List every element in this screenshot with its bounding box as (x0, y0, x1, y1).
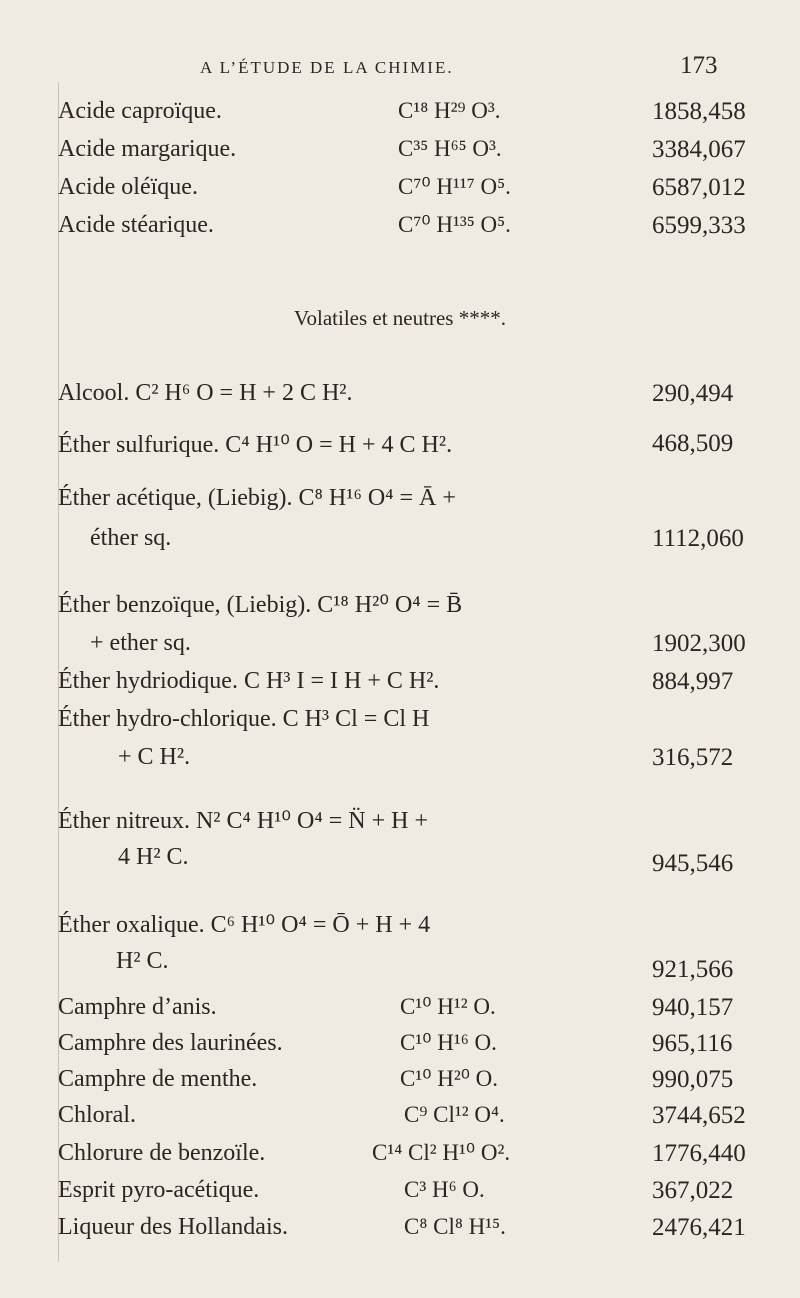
table-row (0, 98, 800, 132)
table-row (0, 1066, 800, 1100)
compound-name: Liqueur des Hollandais. (58, 1214, 288, 1240)
equation-line: Éther acétique, (Liebig). C⁸ H¹⁶ O⁴ = Ā + (58, 485, 456, 511)
table-row (0, 136, 800, 170)
compound-value: 3384,067 (652, 136, 746, 163)
compound-formula: C⁹ Cl¹² O⁴. (404, 1102, 505, 1127)
equation-line: Éther hydriodique. C H³ I = I H + C H². (58, 668, 440, 694)
equation-line: + ether sq. (90, 630, 191, 656)
compound-formula: C³⁵ H⁶⁵ O³. (398, 136, 502, 161)
equation-line: éther sq. (90, 525, 172, 551)
table-row (0, 1030, 800, 1064)
compound-value: 1112,060 (652, 525, 744, 552)
compound-value: 2476,421 (652, 1214, 746, 1241)
compound-name: Chlorure de benzoïle. (58, 1140, 266, 1166)
compound-value: 990,075 (652, 1066, 734, 1093)
compound-name: Acide oléïque. (58, 174, 198, 200)
compound-value: 6587,012 (652, 174, 746, 201)
table-row (0, 174, 800, 208)
compound-value: 468,509 (652, 430, 734, 457)
compound-name: Esprit pyro-acétique. (58, 1177, 260, 1203)
compound-formula: C⁷⁰ H¹¹⁷ O⁵. (398, 174, 511, 199)
compound-formula: C¹⁴ Cl² H¹⁰ O². (372, 1140, 511, 1165)
compound-value: 884,997 (652, 668, 734, 695)
compound-value: 290,494 (652, 380, 734, 407)
compound-value: 965,116 (652, 1030, 733, 1057)
compound-value: 6599,333 (652, 212, 746, 239)
compound-name: Acide margarique. (58, 136, 237, 162)
compound-name: Chloral. (58, 1102, 136, 1128)
compound-name: Acide caproïque. (58, 98, 222, 124)
compound-formula: C¹⁰ H²⁰ O. (400, 1066, 499, 1091)
table-row (0, 994, 800, 1028)
compound-value: 1902,300 (652, 630, 746, 657)
compound-formula: C⁷⁰ H¹³⁵ O⁵. (398, 212, 511, 237)
compound-name: Camphre d’anis. (58, 994, 217, 1020)
compound-value: 1858,458 (652, 98, 746, 125)
compound-formula: C³ H⁶ O. (404, 1177, 485, 1202)
section-title: Volatiles et neutres ****. (294, 306, 506, 330)
table-row (0, 1214, 800, 1248)
compound-formula: C¹⁰ H¹⁶ O. (400, 1030, 497, 1055)
compound-value: 1776,440 (652, 1140, 746, 1167)
table-row (0, 1177, 800, 1211)
compound-value: 367,022 (652, 1177, 734, 1204)
page-number: 173 (680, 52, 718, 79)
equation-line: Éther hydro-chlorique. C H³ Cl = Cl H (58, 706, 430, 732)
table-row (0, 212, 800, 246)
equation-line: Éther sulfurique. C⁴ H¹⁰ O = H + 4 C H². (58, 432, 453, 458)
table-row (0, 1140, 800, 1174)
compound-name: Camphre des laurinées. (58, 1030, 283, 1056)
compound-formula: C⁸ Cl⁸ H¹⁵. (404, 1214, 506, 1239)
equation-line: H² C. (116, 948, 169, 974)
compound-value: 921,566 (652, 956, 734, 983)
equation-line: 4 H² C. (118, 844, 189, 870)
compound-formula: C¹⁸ H²⁹ O³. (398, 98, 501, 123)
equation-line: Éther benzoïque, (Liebig). C¹⁸ H²⁰ O⁴ = B̄ (58, 592, 463, 618)
compound-name: Camphre de menthe. (58, 1066, 258, 1092)
equation-line: + C H². (118, 744, 191, 770)
compound-formula: C¹⁰ H¹² O. (400, 994, 496, 1019)
equation-line: Éther nitreux. N² C⁴ H¹⁰ O⁴ = N̈ + H + (58, 808, 428, 834)
compound-value: 940,157 (652, 994, 734, 1021)
table-row (0, 1102, 800, 1136)
compound-value: 3744,652 (652, 1102, 746, 1129)
compound-name: Acide stéarique. (58, 212, 214, 238)
compound-value: 316,572 (652, 744, 734, 771)
equation-line: Alcool. C² H⁶ O = H + 2 C H². (58, 380, 353, 406)
running-title: A L’ÉTUDE DE LA CHIMIE. (200, 58, 454, 77)
compound-value: 945,546 (652, 850, 734, 877)
equation-line: Éther oxalique. C⁶ H¹⁰ O⁴ = Ō + H + 4 (58, 912, 431, 938)
